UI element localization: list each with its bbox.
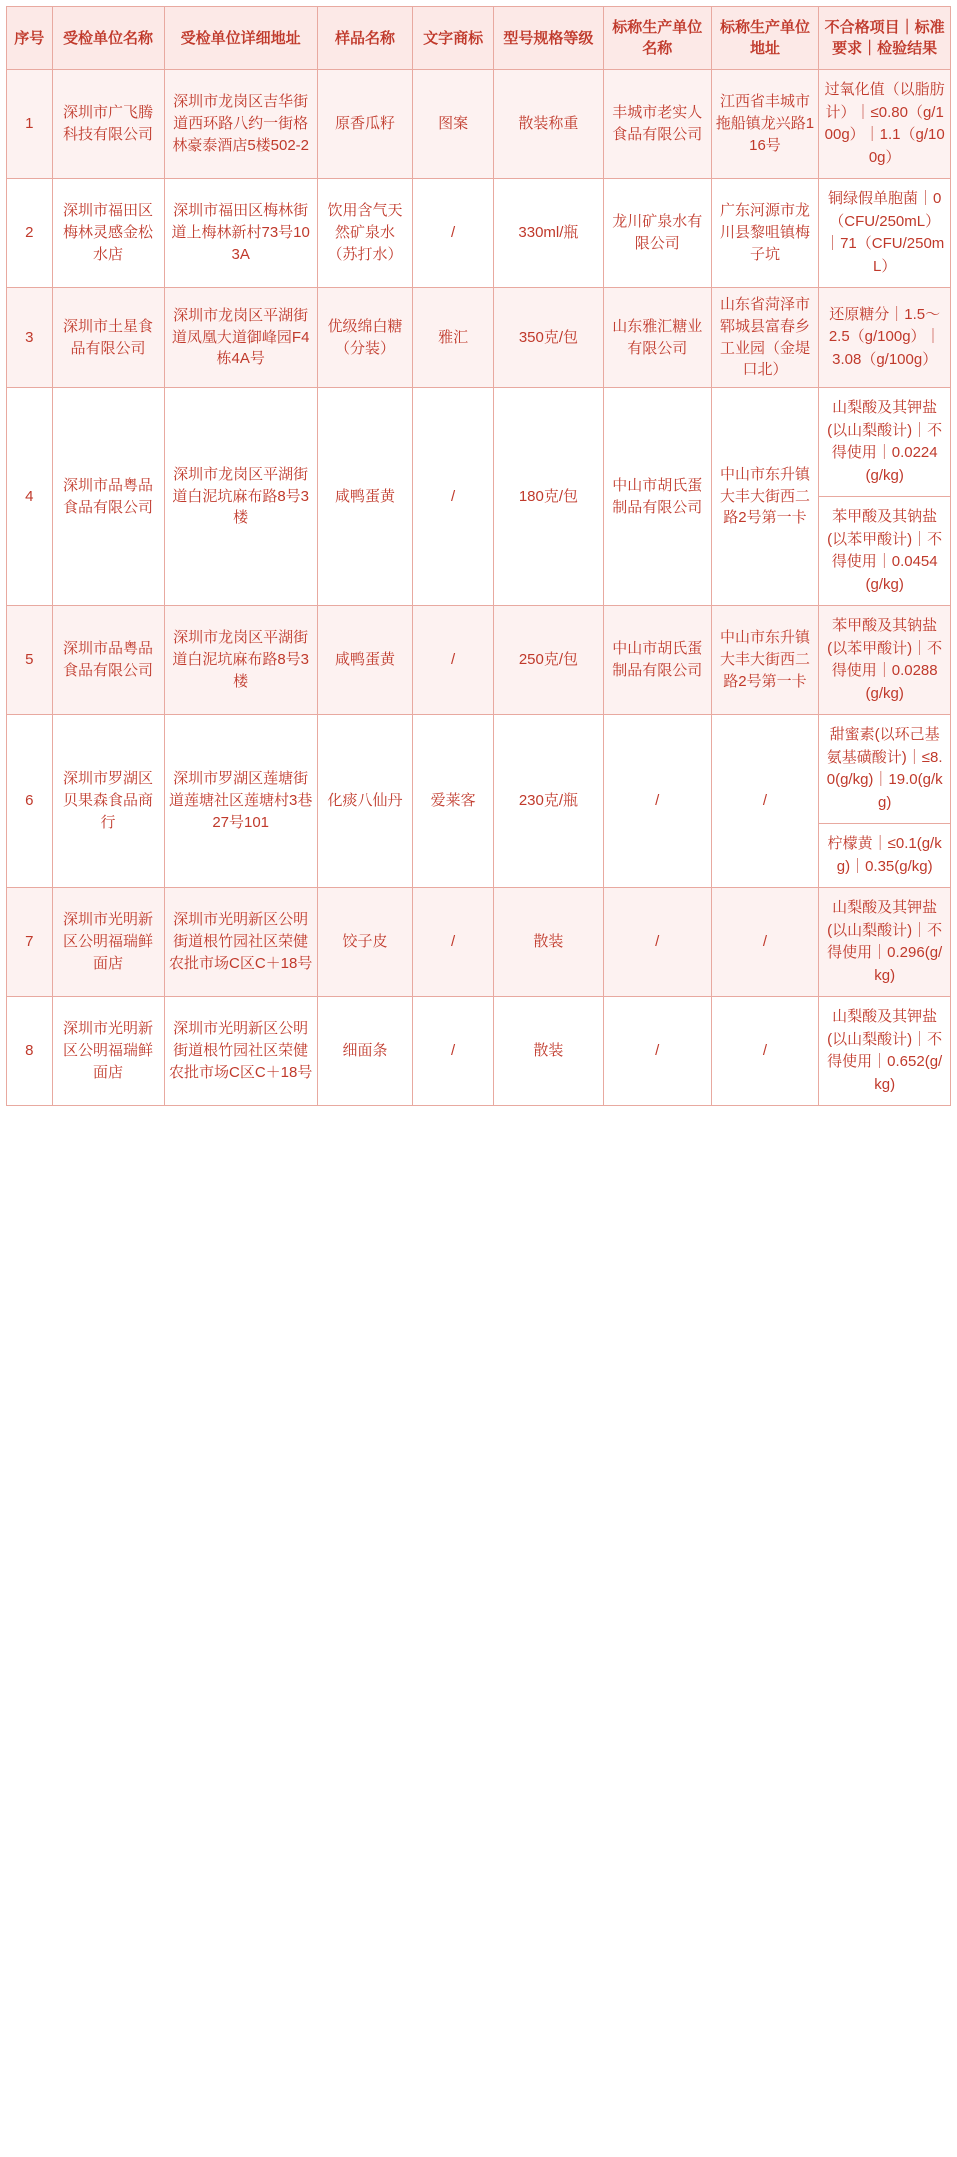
inspection-table — [6, 6, 951, 1106]
column-header-producer-name: 标称生产单位名称 — [603, 7, 711, 70]
row-producer-address: 中山市东升镇大丰大街西二路2号第一卡 — [711, 388, 819, 606]
table-row — [7, 179, 951, 288]
table-body — [7, 70, 951, 1106]
row-spec: 330ml/瓶 — [494, 179, 604, 288]
row-trademark: / — [413, 388, 494, 606]
result-item: 苯甲酸及其钠盐(以苯甲酸计)｜不得使用｜0.0288(g/kg) — [827, 617, 943, 702]
row-result — [819, 288, 951, 388]
row-trademark: 图案 — [413, 70, 494, 179]
row-index: 5 — [7, 606, 53, 715]
row-result — [819, 606, 951, 715]
row-unit-address: 深圳市龙岗区平湖街道白泥坑麻布路8号3楼 — [164, 606, 317, 715]
row-producer-address: / — [711, 888, 819, 997]
row-result — [819, 179, 951, 288]
row-producer-name: 龙川矿泉水有限公司 — [603, 179, 711, 288]
row-trademark: / — [413, 179, 494, 288]
row-spec: 230克/瓶 — [494, 715, 604, 888]
table-row — [7, 715, 951, 888]
column-header-spec: 型号规格等级 — [494, 7, 604, 70]
table-row — [7, 606, 951, 715]
row-sample-name: 优级绵白糖（分装） — [317, 288, 412, 388]
table-row — [7, 997, 951, 1106]
row-index: 8 — [7, 997, 53, 1106]
row-producer-address: 中山市东升镇大丰大街西二路2号第一卡 — [711, 606, 819, 715]
row-index: 6 — [7, 715, 53, 888]
row-trademark: / — [413, 606, 494, 715]
column-header-unit-name: 受检单位名称 — [52, 7, 164, 70]
row-trademark: 爱莱客 — [413, 715, 494, 888]
result-item: 铜绿假单胞菌｜0（CFU/250mL）｜71（CFU/250mL） — [825, 190, 945, 275]
row-unit-address: 深圳市龙岗区平湖街道凤凰大道御峰园F4栋4A号 — [164, 288, 317, 388]
row-index: 4 — [7, 388, 53, 606]
row-index: 7 — [7, 888, 53, 997]
row-trademark: / — [413, 888, 494, 997]
row-sample-name: 化痰八仙丹 — [317, 715, 412, 888]
row-producer-name: 中山市胡氏蛋制品有限公司 — [603, 606, 711, 715]
row-result — [819, 388, 951, 606]
row-producer-name: 丰城市老实人食品有限公司 — [603, 70, 711, 179]
table-row — [7, 388, 951, 606]
row-result — [819, 997, 951, 1106]
row-trademark: 雅汇 — [413, 288, 494, 388]
row-sample-name: 饺子皮 — [317, 888, 412, 997]
column-header-producer-address: 标称生产单位地址 — [711, 7, 819, 70]
result-item: 过氧化值（以脂肪计）｜≤0.80（g/100g）｜1.1（g/100g） — [824, 81, 945, 166]
table-header — [7, 7, 951, 70]
row-unit-name: 深圳市光明新区公明福瑞鲜面店 — [52, 888, 164, 997]
table-header-row — [7, 7, 951, 70]
row-producer-name: / — [603, 888, 711, 997]
row-producer-name: 中山市胡氏蛋制品有限公司 — [603, 388, 711, 606]
column-header-index: 序号 — [7, 7, 53, 70]
row-unit-address: 深圳市光明新区公明街道根竹园社区荣健农批市场C区C＋18号 — [164, 888, 317, 997]
row-producer-address: / — [711, 715, 819, 888]
column-header-unit-address: 受检单位详细地址 — [164, 7, 317, 70]
row-unit-address: 深圳市福田区梅林街道上梅林新村73号103A — [164, 179, 317, 288]
row-spec: 250克/包 — [494, 606, 604, 715]
row-sample-name: 咸鸭蛋黄 — [317, 606, 412, 715]
result-item: 山梨酸及其钾盐(以山梨酸计)｜不得使用｜0.652(g/kg) — [827, 1008, 943, 1093]
row-unit-name: 深圳市品粤品食品有限公司 — [52, 606, 164, 715]
row-unit-name: 深圳市光明新区公明福瑞鲜面店 — [52, 997, 164, 1106]
row-trademark: / — [413, 997, 494, 1106]
row-sample-name: 细面条 — [317, 997, 412, 1106]
result-item: 苯甲酸及其钠盐(以苯甲酸计)｜不得使用｜0.0454(g/kg) — [819, 496, 950, 605]
row-index: 1 — [7, 70, 53, 179]
row-unit-address: 深圳市罗湖区莲塘街道莲塘社区莲塘村3巷27号101 — [164, 715, 317, 888]
row-result — [819, 715, 951, 888]
result-item: 山梨酸及其钾盐(以山梨酸计)｜不得使用｜0.296(g/kg) — [827, 899, 943, 984]
row-spec: 散装称重 — [494, 70, 604, 179]
result-item: 山梨酸及其钾盐(以山梨酸计)｜不得使用｜0.0224(g/kg) — [827, 399, 943, 484]
row-unit-name: 深圳市广飞腾科技有限公司 — [52, 70, 164, 179]
row-unit-address: 深圳市龙岗区平湖街道白泥坑麻布路8号3楼 — [164, 388, 317, 606]
row-producer-address: 广东河源市龙川县黎咀镇梅子坑 — [711, 179, 819, 288]
row-spec: 180克/包 — [494, 388, 604, 606]
row-unit-name: 深圳市罗湖区贝果森食品商行 — [52, 715, 164, 888]
row-producer-name: 山东雅汇糖业有限公司 — [603, 288, 711, 388]
result-item: 还原糖分｜1.5～2.5（g/100g）｜3.08（g/100g） — [828, 305, 941, 368]
row-unit-address: 深圳市龙岗区吉华街道西环路八约一街格林豪泰酒店5楼502-2 — [164, 70, 317, 179]
row-producer-address: 江西省丰城市拖船镇龙兴路116号 — [711, 70, 819, 179]
column-header-result: 不合格项目｜标准要求｜检验结果 — [819, 7, 951, 70]
row-sample-name: 咸鸭蛋黄 — [317, 388, 412, 606]
row-unit-name: 深圳市土星食品有限公司 — [52, 288, 164, 388]
row-unit-address: 深圳市光明新区公明街道根竹园社区荣健农批市场C区C＋18号 — [164, 997, 317, 1106]
result-item: 甜蜜素(以环己基氨基磺酸计)｜≤8.0(g/kg)｜19.0(g/kg) — [826, 726, 943, 811]
table-row — [7, 70, 951, 179]
column-header-sample-name: 样品名称 — [317, 7, 412, 70]
row-spec: 350克/包 — [494, 288, 604, 388]
row-sample-name: 原香瓜籽 — [317, 70, 412, 179]
row-sample-name: 饮用含气天然矿泉水（苏打水） — [317, 179, 412, 288]
row-unit-name: 深圳市品粤品食品有限公司 — [52, 388, 164, 606]
result-item: 柠檬黄｜≤0.1(g/kg)｜0.35(g/kg) — [819, 823, 950, 887]
table-row — [7, 288, 951, 388]
row-unit-name: 深圳市福田区梅林灵感金松水店 — [52, 179, 164, 288]
row-producer-address: 山东省菏泽市郓城县富春乡工业园（金堤口北） — [711, 288, 819, 388]
row-index: 3 — [7, 288, 53, 388]
row-result — [819, 70, 951, 179]
row-result — [819, 888, 951, 997]
row-index: 2 — [7, 179, 53, 288]
row-producer-name: / — [603, 997, 711, 1106]
row-spec: 散装 — [494, 997, 604, 1106]
table-row — [7, 888, 951, 997]
row-producer-address: / — [711, 997, 819, 1106]
column-header-trademark: 文字商标 — [413, 7, 494, 70]
row-spec: 散装 — [494, 888, 604, 997]
row-producer-name: / — [603, 715, 711, 888]
